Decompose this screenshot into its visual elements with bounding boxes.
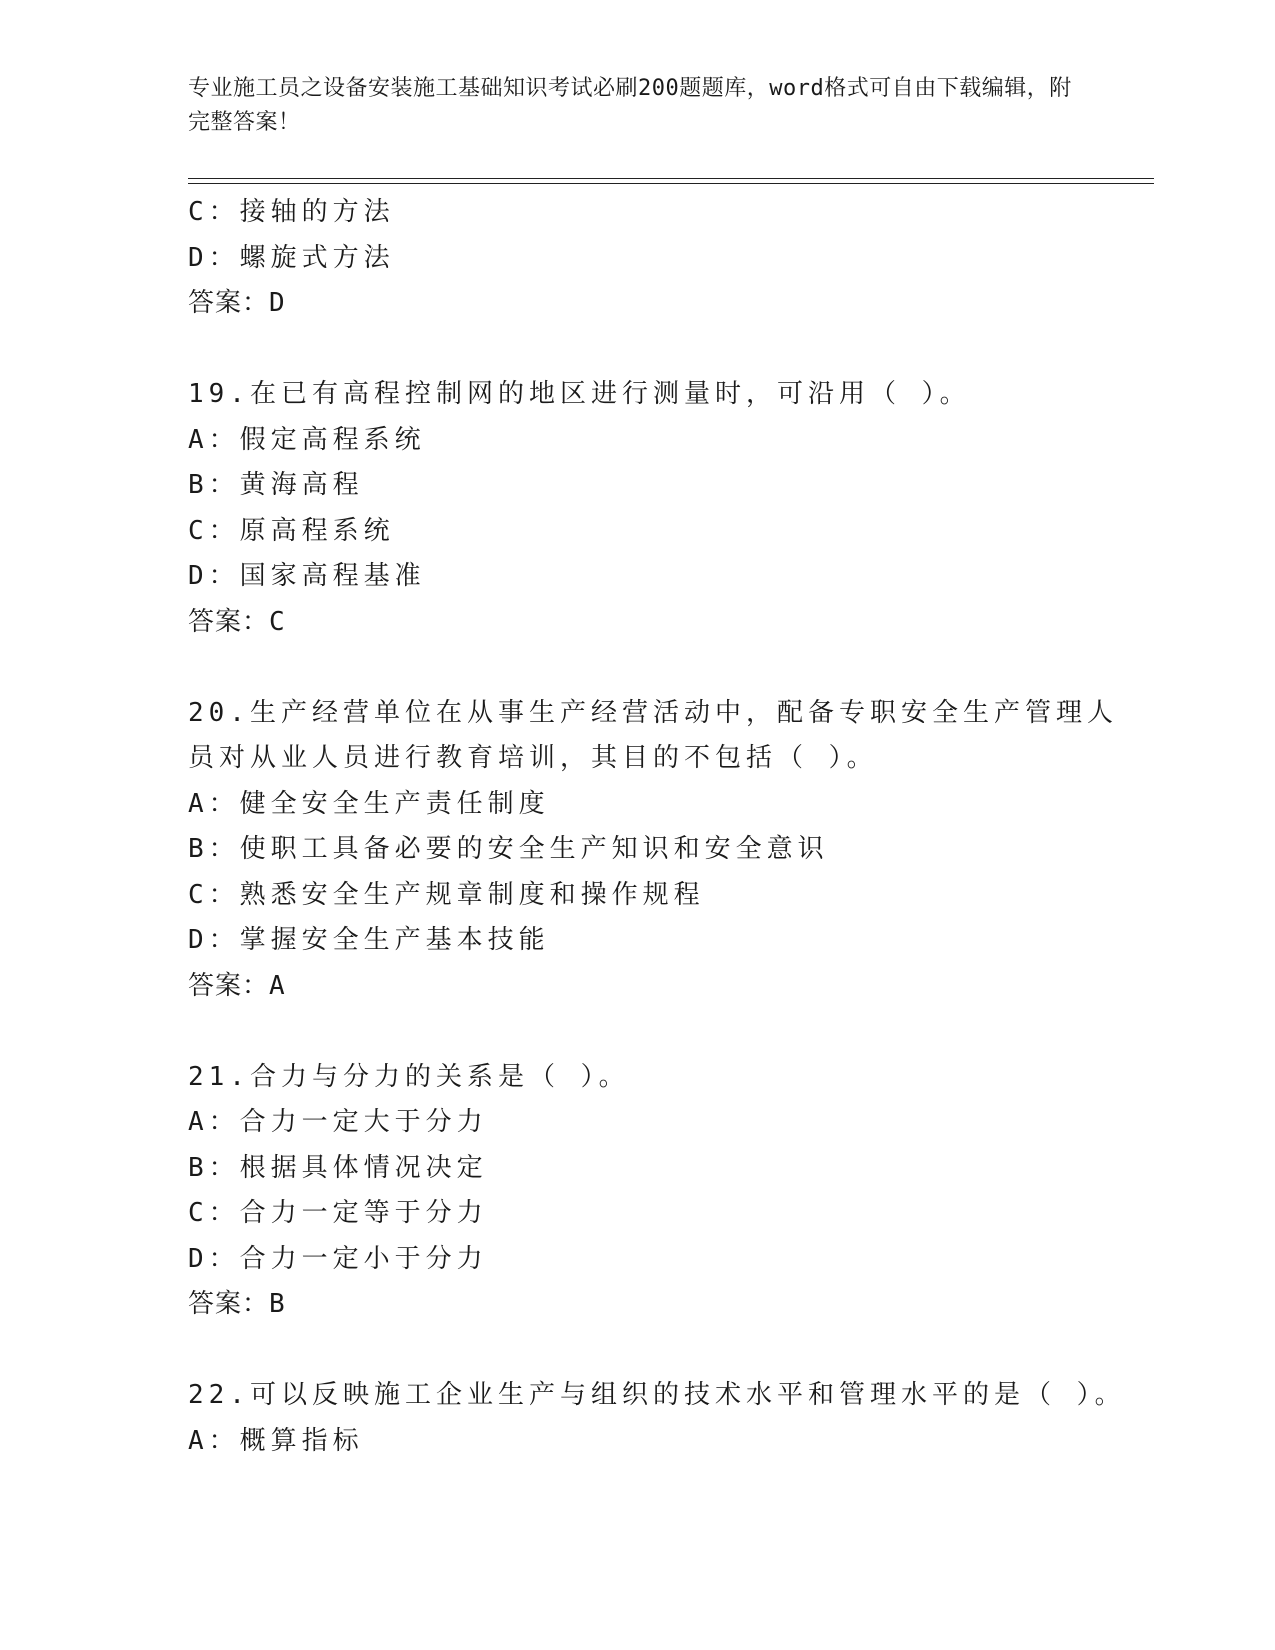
- option-b: B：根据具体情况决定: [188, 1152, 488, 1183]
- option-a: A：假定高程系统: [188, 424, 426, 455]
- header-divider-bottom: [188, 183, 1154, 184]
- option-b: B：使职工具备必要的安全生产知识和安全意识: [188, 834, 829, 864]
- answer: 答案：D: [188, 288, 286, 318]
- option-c: C：熟悉安全生产规章制度和操作规程: [188, 879, 705, 910]
- spacer: [188, 1328, 1128, 1374]
- option-a: A：健全安全生产责任制度: [188, 788, 550, 819]
- header-divider-top: [188, 178, 1154, 179]
- question-stem-21: 21.合力与分力的关系是（ ）。: [188, 1061, 630, 1092]
- answer: 答案：A: [188, 970, 286, 1001]
- question-stem-20: 20.生产经营单位在从事生产经营活动中，配备专职安全生产管理人员对从业人员进行教育培训，其目的不包括（ ）。: [188, 697, 1118, 773]
- spacer: [188, 645, 1128, 691]
- option-a: A：概算指标: [188, 1425, 364, 1456]
- answer: 答案：C: [188, 606, 286, 637]
- spacer: [188, 1009, 1128, 1055]
- option-c: C：合力一定等于分力: [188, 1198, 488, 1228]
- option-d: D：合力一定小于分力: [188, 1243, 488, 1274]
- document-body: [188, 190, 1128, 1464]
- option-d: D：螺旋式方法: [188, 242, 395, 273]
- option-c: C：原高程系统: [188, 515, 395, 546]
- answer: 答案：B: [188, 1289, 286, 1319]
- option-c: C：接轴的方法: [188, 197, 395, 227]
- question-stem-22: 22.可以反映施工企业生产与组织的技术水平和管理水平的是（ ）。: [188, 1380, 1126, 1410]
- spacer: [188, 327, 1128, 373]
- document-header: 专业施工员之设备安装施工基础知识考试必刷200题题库，word格式可自由下载编辑，附完整答案！: [188, 76, 1072, 135]
- option-d: D：国家高程基准: [188, 561, 426, 591]
- option-b: B：黄海高程: [188, 470, 364, 500]
- question-stem-19: 19.在已有高程控制网的地区进行测量时，可沿用（ ）。: [188, 379, 971, 409]
- option-a: A：合力一定大于分力: [188, 1107, 488, 1137]
- option-d: D：掌握安全生产基本技能: [188, 925, 550, 955]
